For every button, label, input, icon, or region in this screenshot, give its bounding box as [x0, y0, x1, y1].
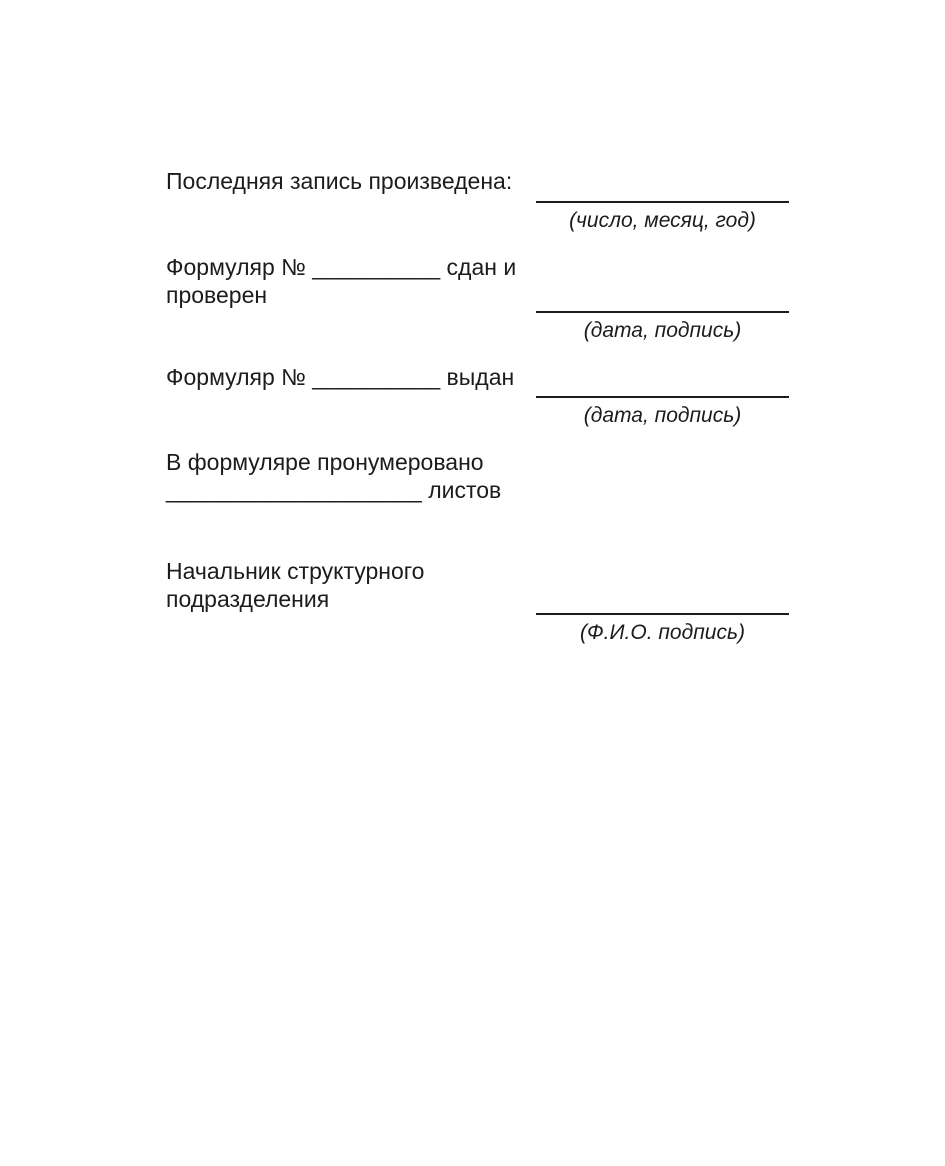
name-signature-caption: (Ф.И.О. подпись): [580, 621, 745, 644]
last-entry-label: Последняя запись произведена:: [166, 168, 513, 194]
numbered-sheets-label: В формуляре пронумеровано ____________________ листов: [166, 449, 502, 503]
date-signature-caption: (дата, подпись): [583, 404, 742, 427]
date-month-year-caption: (число, месяц, год): [569, 209, 756, 232]
date-fill-line: [536, 201, 789, 203]
form-handed-in-label: Формуляр № __________ сдан и проверен: [166, 254, 517, 308]
form-issued-label: Формуляр № __________ выдан: [166, 364, 515, 390]
date-signature-fill-line: [536, 396, 789, 398]
date-signature-fill-line: [536, 311, 789, 313]
date-signature-caption: (дата, подпись): [583, 319, 742, 342]
name-signature-fill-line: [536, 613, 789, 615]
unit-head-label: Начальник структурного подразделения: [166, 558, 425, 612]
